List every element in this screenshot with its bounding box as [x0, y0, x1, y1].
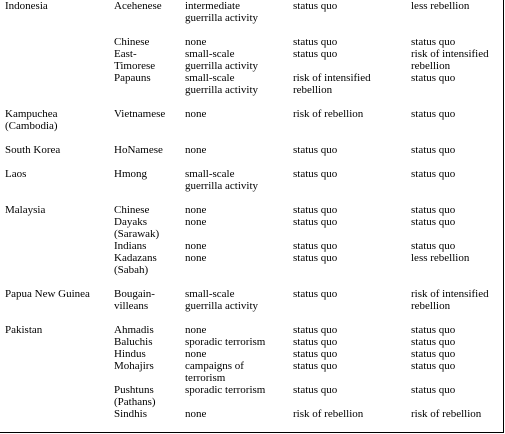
table-row	[0, 108, 505, 120]
group-cell: (Pathans)	[114, 396, 156, 408]
future-cell: status quo	[411, 360, 456, 372]
table-row	[0, 408, 505, 420]
future-cell: status quo	[411, 348, 456, 360]
current-cell: status quo	[293, 324, 338, 336]
activity-cell: none	[185, 324, 207, 336]
row-spacer	[0, 192, 505, 204]
table-row	[0, 384, 505, 396]
activity-cell: guerrilla activity	[185, 84, 258, 96]
future-cell: status quo	[411, 168, 456, 180]
activity-cell: small-scale	[185, 288, 235, 300]
group-cell: Sindhis	[114, 408, 148, 420]
table-row	[0, 72, 505, 84]
activity-cell: intermediate	[185, 0, 240, 12]
activity-cell: none	[185, 240, 207, 252]
current-cell: status quo	[293, 360, 338, 372]
group-cell: Hindus	[114, 348, 146, 360]
current-cell: rebellion	[293, 84, 333, 96]
activity-cell: none	[185, 144, 207, 156]
current-cell: status quo	[293, 204, 338, 216]
current-cell: risk of rebellion	[293, 408, 364, 420]
activity-cell: guerrilla activity	[185, 300, 258, 312]
activity-cell: sporadic terrorism	[185, 384, 266, 396]
activity-cell: guerrilla activity	[185, 60, 258, 72]
current-cell: status quo	[293, 144, 338, 156]
future-cell: status quo	[411, 240, 456, 252]
group-cell: Indians	[114, 240, 147, 252]
group-cell: East-	[114, 48, 137, 60]
group-cell: Papauns	[114, 72, 151, 84]
table-row	[0, 48, 505, 60]
group-cell: villeans	[114, 300, 149, 312]
current-cell: status quo	[293, 336, 338, 348]
group-cell: Baluchis	[114, 336, 153, 348]
table-row	[0, 216, 505, 228]
future-cell: risk of intensified	[411, 288, 489, 300]
country-cell: Indonesia	[5, 0, 48, 12]
future-cell: less rebellion	[411, 252, 470, 264]
current-cell: status quo	[293, 384, 338, 396]
row-spacer	[0, 24, 505, 36]
activity-cell: small-scale	[185, 48, 235, 60]
activity-cell: guerrilla activity	[185, 12, 258, 24]
group-cell: Kadazans	[114, 252, 157, 264]
table-row	[0, 120, 505, 132]
current-cell: status quo	[293, 168, 338, 180]
country-cell: Pakistan	[5, 324, 43, 336]
group-cell: Pushtuns	[114, 384, 154, 396]
future-cell: rebellion	[411, 60, 451, 72]
table-row	[0, 300, 505, 312]
table-row	[0, 0, 505, 12]
activity-cell: campaigns of	[185, 360, 244, 372]
activity-cell: none	[185, 348, 207, 360]
country-cell: Kampuchea	[5, 108, 58, 120]
group-cell: (Sarawak)	[114, 228, 160, 240]
table-row	[0, 36, 505, 48]
activity-cell: sporadic terrorism	[185, 336, 266, 348]
activity-cell: none	[185, 108, 207, 120]
table-row	[0, 204, 505, 216]
group-cell: Bougain-	[114, 288, 155, 300]
group-cell: Timorese	[114, 60, 156, 72]
activity-cell: guerrilla activity	[185, 180, 258, 192]
group-cell: (Sabah)	[114, 264, 149, 276]
table-row	[0, 144, 505, 156]
current-cell: status quo	[293, 348, 338, 360]
future-cell: status quo	[411, 36, 456, 48]
group-cell: Hmong	[114, 168, 147, 180]
group-cell: Dayaks	[114, 216, 147, 228]
current-cell: status quo	[293, 216, 338, 228]
table-row	[0, 372, 505, 384]
table-row	[0, 348, 505, 360]
activity-cell: small-scale	[185, 72, 235, 84]
group-cell: Chinese	[114, 36, 150, 48]
row-spacer	[0, 132, 505, 144]
table-row	[0, 252, 505, 264]
future-cell: status quo	[411, 108, 456, 120]
country-cell: South Korea	[5, 144, 61, 156]
group-cell: Acehenese	[114, 0, 162, 12]
group-cell: Chinese	[114, 204, 150, 216]
current-cell: risk of rebellion	[293, 108, 364, 120]
future-cell: rebellion	[411, 300, 451, 312]
group-cell: HoNamese	[114, 144, 163, 156]
table-row	[0, 360, 505, 372]
table-row	[0, 84, 505, 96]
future-cell: status quo	[411, 144, 456, 156]
group-cell: Vietnamese	[114, 108, 166, 120]
table-row	[0, 336, 505, 348]
future-cell: status quo	[411, 336, 456, 348]
table-row	[0, 288, 505, 300]
future-cell: status quo	[411, 204, 456, 216]
current-cell: status quo	[293, 240, 338, 252]
table-row	[0, 12, 505, 24]
table-row	[0, 60, 505, 72]
row-spacer	[0, 276, 505, 288]
country-cell: Papua New Guinea	[5, 288, 90, 300]
activity-cell: none	[185, 204, 207, 216]
table-row	[0, 180, 505, 192]
table-row	[0, 240, 505, 252]
current-cell: status quo	[293, 252, 338, 264]
future-cell: risk of intensified	[411, 48, 489, 60]
future-cell: status quo	[411, 216, 456, 228]
activity-cell: none	[185, 216, 207, 228]
activity-cell: terrorism	[185, 372, 226, 384]
row-spacer	[0, 96, 505, 108]
country-cell: (Cambodia)	[5, 120, 58, 132]
activity-cell: none	[185, 252, 207, 264]
future-cell: status quo	[411, 324, 456, 336]
table-row	[0, 324, 505, 336]
table-row	[0, 168, 505, 180]
country-cell: Laos	[5, 168, 27, 180]
group-cell: Ahmadis	[114, 324, 154, 336]
current-cell: status quo	[293, 0, 338, 12]
activity-cell: none	[185, 36, 207, 48]
future-cell: status quo	[411, 384, 456, 396]
table-row	[0, 264, 505, 276]
row-spacer	[0, 312, 505, 324]
country-cell: Malaysia	[5, 204, 46, 216]
current-cell: status quo	[293, 48, 338, 60]
current-cell: status quo	[293, 288, 338, 300]
current-cell: status quo	[293, 36, 338, 48]
activity-cell: small-scale	[185, 168, 235, 180]
future-cell: status quo	[411, 72, 456, 84]
current-cell: risk of intensified	[293, 72, 371, 84]
row-spacer	[0, 156, 505, 168]
table-row	[0, 396, 505, 408]
group-cell: Mohajirs	[114, 360, 154, 372]
table-row	[0, 228, 505, 240]
activity-cell: none	[185, 408, 207, 420]
future-cell: risk of rebellion	[411, 408, 482, 420]
future-cell: less rebellion	[411, 0, 470, 12]
